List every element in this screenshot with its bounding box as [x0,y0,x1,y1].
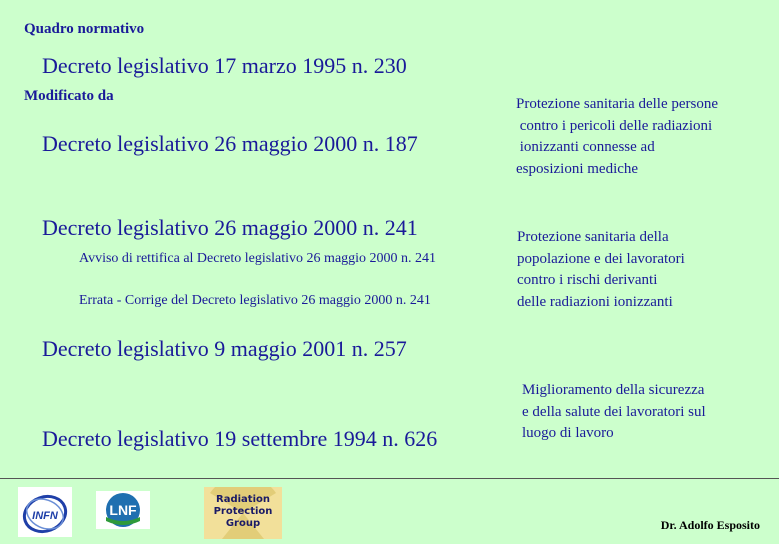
decree-1995-230: Decreto legislativo 17 marzo 1995 n. 230 [42,53,407,78]
radiation-protection-group-logo [204,487,282,539]
rpg-logo-line-3: Group [225,518,261,529]
modified-by-label: Modificato da [24,88,114,104]
note-workplace-safety: Miglioramento della sicurezza e della salute dei lavoratori sul luogo di lavoro [522,382,706,441]
decree-2000-187: Decreto legislativo 26 maggio 2000 n. 187 [42,131,418,156]
infn-logo-text: INFN [32,510,58,522]
rpg-logo-line-2: Protection [213,506,273,517]
sub-item-errata-corrige: Errata - Corrige del Decreto legislativo 26 maggio 2000 n. 241 [79,293,431,308]
lnf-logo [96,491,150,529]
sub-item-rettifica: Avviso di rettifica al Decreto legislativo 26 maggio 2000 n. 241 [79,251,437,266]
decree-2001-257: Decreto legislativo 9 maggio 2001 n. 257 [42,336,407,361]
note-medical-exposure: Protezione sanitaria delle persone contro i pericoli delle radiazioni ionizzanti connesse ad esposizioni mediche [516,96,719,177]
note-population-workers: Protezione sanitaria della popolazione e dei lavoratori contro i rischi derivanti delle radiazioni ionizzanti [517,229,685,310]
footer-divider [0,478,779,479]
lnf-logo-text: LNF [109,502,137,518]
decree-2000-241: Decreto legislativo 26 maggio 2000 n. 241 [42,215,418,240]
section-title: Quadro normativo [24,21,145,37]
decree-1994-626: Decreto legislativo 19 settembre 1994 n. 626 [42,426,438,451]
infn-logo [18,487,72,537]
rpg-logo-line-1: Radiation [216,494,270,505]
author-name: Dr. Adolfo Esposito [660,518,760,532]
